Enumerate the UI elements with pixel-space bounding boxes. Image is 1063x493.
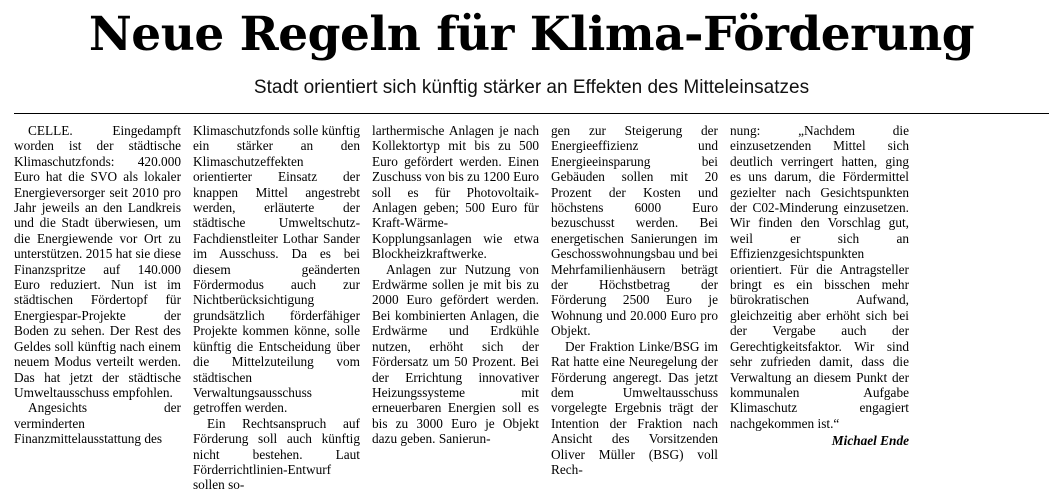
newspaper-article-page (0, 7, 1063, 493)
paragraph: Anlagen zur Nutzung von Erdwärme sollen je mit bis zu 2000 Euro gefördert werden. Bei kombinierten Anlagen, die Erdwärme und Erdkühle nutzen, erhöht sich der Fördersatz um 50 Prozent. Bei der Errichtung innovativer Heizungssysteme mit erneuerbaren Energien soll es bis zu 3000 Euro je Objekt dazu geben. Sanierun- (372, 261, 539, 447)
paragraph: larthermische Anlagen je nach Kollektortyp mit bis zu 500 Euro gefördert werden. Einen Zuschuss von bis zu 1200 Euro soll es für Photovoltaik-Anlagen geben; 500 Euro für Kraft-Wärme-Kopplungsanlagen wie etwa Blockheizkraftwerke. (372, 123, 539, 262)
article-subheadline: Stadt orientiert sich künftig stärker an Effekten des Mitteleinsatzes (253, 77, 810, 98)
paragraph: Der Fraktion Linke/BSG im Rat hatte eine Neuregelung der Förderung angeregt. Das jetzt dem Umweltausschuss vorgelegte Ergebnis trägt der Intention der Fraktion nach Ansicht des Vorsitzenden Oliver Müller (BSG) voll Rech- (551, 338, 718, 477)
header-divider (14, 113, 1049, 114)
paragraph: CELLE. Eingedampft worden ist der städtische Klimaschutzfonds: 420.000 Euro hat die SVO als lokaler Energieversorger seit 2010 pro Jahr jeweils an den Landkreis und die Stadt überwiesen, um die Energiewende vor Ort zu unterstützen. 2015 hat sie diese Finanzspritze auf 140.000 Euro reduziert. Nun ist im städtischen Fördertopf für Energiespar-Projekte der Boden zu sehen. Der Rest des Geldes soll künftig nach einem neuem Modus verteilt werden. Das hat jetzt der städtische Umweltausschuss empfohlen. (14, 123, 181, 400)
article-column-1 (14, 123, 193, 493)
article-column-3 (372, 123, 551, 493)
byline: Michael Ende (831, 433, 909, 449)
page-title: Neue Regeln für Klima-Förderung (88, 7, 975, 62)
article-column-5 (730, 123, 909, 493)
paragraph: Klimaschutzfonds solle künftig ein stärker an den Klimaschutzeffekten orientierter Einsatz der knappen Mittel angestrebt werden, erläuterte der städtische Umweltschutz-Fachdienstleiter Lothar Sander im Ausschuss. Da es bei diesem geänderten Fördermodus auch zur Nichtberücksichtigung grundsätzlich förderfähiger Projekte kommen könne, solle künftig die Entscheidung über die Mittelzuteilung vom städtischen Verwaltungsausschuss getroffen werden. (193, 123, 360, 416)
article-column-2 (193, 123, 372, 493)
article-columns (14, 123, 1049, 493)
paragraph: Ein Rechtsanspruch auf Förderung soll auch künftig nicht bestehen. Laut Förderrichtlinien-Entwurf sollen so- (193, 415, 360, 493)
paragraph: nung: „Nachdem die einzusetzenden Mittel sich deutlich verringert hatten, ging es uns darum, die Fördermittel gezielter nach Gesichtspunkten der C02-Minderung einzusetzen. Wir finden den Vorschlag gut, weil er sich an Effizienzgesichtspunkten orientiert. Für die Antragsteller bringt es ein bisschen mehr bürokratischen Aufwand, gleichzeitig aber erhöht sich bei der Vergabe auch der Gerechtigkeitsfaktor. Wir sind sehr zufrieden damit, dass die Verwaltung an diesem Punkt der kommunalen Aufgabe Klimaschutz engagiert nachgekommen ist.“ (730, 123, 909, 431)
paragraph: gen zur Steigerung der Energieeffizienz und Energieeinsparung bei Gebäuden sollen mit 20 Prozent der Kosten und höchstens 6000 Euro bezuschusst werden. Bei energetischen Sanierungen im Geschosswohnungsbau und bei Mehrfamilienhäusern beträgt der Höchstbetrag der Förderung 2500 Euro je Wohnung und 20.000 Euro pro Objekt. (551, 123, 718, 339)
article-column-4 (551, 123, 730, 493)
paragraph: Angesichts der verminderten Finanzmittelausstattung des (14, 400, 181, 447)
